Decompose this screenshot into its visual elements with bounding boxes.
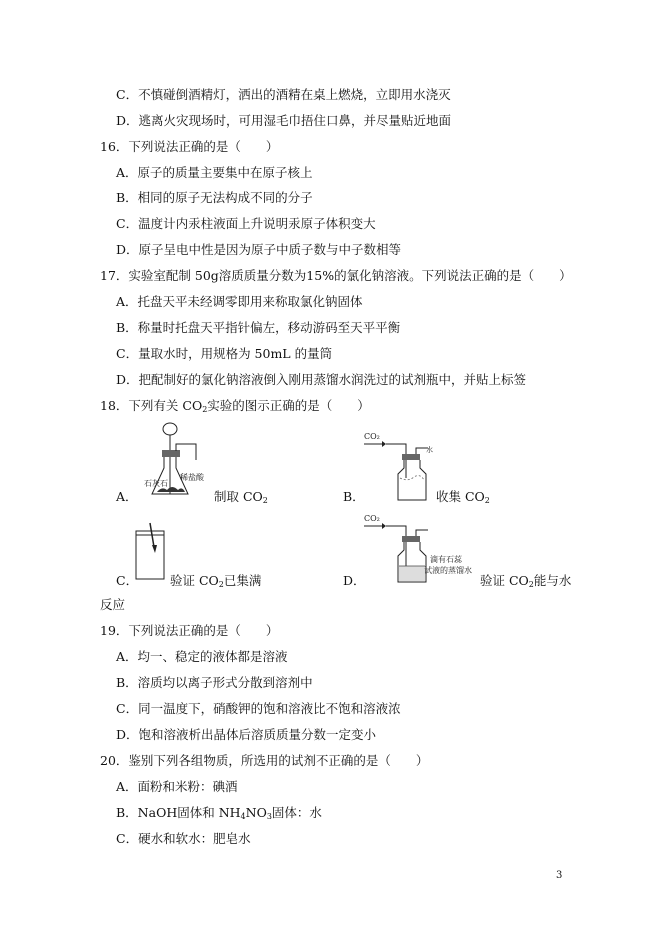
option-c-q16: C．温度计内汞柱液面上升说明汞原子体积变大 bbox=[116, 216, 376, 231]
option-d-q19: D．饱和溶液析出晶体后溶质质量分数一定变小 bbox=[116, 727, 377, 742]
option-a-q20: A．面粉和米粉：碘酒 bbox=[116, 779, 238, 794]
option-a-q16: A．原子的质量主要集中在原子核上 bbox=[116, 165, 313, 180]
option-c-q17: C．量取水时，用规格为 50mL 的量筒 bbox=[116, 346, 333, 361]
option-d-q16: D．原子呈电中性是因为原子中质子数与中子数相等 bbox=[116, 242, 402, 257]
page-number: 3 bbox=[556, 870, 563, 881]
option-d-q18-letter: D． bbox=[343, 573, 366, 588]
question-19-stem: 19．下列说法正确的是（ ） bbox=[100, 623, 279, 638]
option-b-q20: B．NaOH固体和 $NH_4NO_3$固体：水 bbox=[116, 805, 322, 821]
label-dilute-hcl: 稀盐酸 bbox=[180, 473, 204, 482]
gas-bottle-collection-figure bbox=[364, 428, 436, 504]
option-d-q18-text: 验证 $CO_2$能与水 bbox=[480, 573, 572, 589]
question-20-stem: 20．鉴别下列各组物质，所选用的试剂不正确的是（ ） bbox=[100, 753, 429, 768]
option-c-q20: C．硬水和软水：肥皂水 bbox=[116, 831, 251, 846]
label-co2-inlet-b: CO₂ bbox=[364, 432, 380, 441]
option-d-q18-wrap: 反应 bbox=[100, 597, 126, 612]
option-c-q18-letter: C． bbox=[116, 573, 139, 588]
option-a-q17: A．托盘天平未经调零即用来称取氯化钠固体 bbox=[116, 294, 363, 309]
question-17-stem: 17．实验室配制 50g溶质质量分数为15%的氯化钠溶液。下列说法正确的是（ ） bbox=[100, 268, 572, 283]
option-b-q19: B．溶质均以离子形式分散到溶剂中 bbox=[116, 675, 313, 690]
label-co2-inlet-d: CO₂ bbox=[364, 514, 380, 523]
option-d-q17: D．把配制好的氯化钠溶液倒入刚用蒸馏水润洗过的试剂瓶中，并贴上标签 bbox=[116, 372, 527, 387]
option-c-q19: C．同一温度下，硝酸钾的饱和溶液比不饱和溶液浓 bbox=[116, 701, 401, 716]
option-d-q15: D．逃离火灾现场时，可用湿毛巾捂住口鼻，并尽量贴近地面 bbox=[116, 113, 452, 128]
gas-jar-test-figure bbox=[130, 521, 170, 583]
option-b-q18-text: 收集 $CO_2$ bbox=[436, 489, 490, 505]
label-litmus-1: 滴有石蕊 bbox=[430, 555, 462, 564]
litmus-water-bottle-figure bbox=[364, 512, 480, 588]
flask-generator-figure bbox=[142, 420, 214, 502]
label-water-b: 水 bbox=[426, 446, 433, 454]
option-a-q18-text: 制取 $CO_2$ bbox=[214, 489, 268, 505]
option-a-q19: A．均一、稳定的液体都是溶液 bbox=[116, 649, 288, 664]
question-16-stem: 16．下列说法正确的是（ ） bbox=[100, 139, 279, 154]
option-b-q18-letter: B． bbox=[343, 489, 365, 504]
option-a-q18-letter: A． bbox=[116, 489, 138, 504]
question-18-stem: 18．下列有关 $CO_2$实验的图示正确的是（ ） bbox=[100, 398, 370, 414]
option-b-q17: B．称量时托盘天平指针偏左，移动游码至天平平衡 bbox=[116, 320, 401, 335]
option-c-q15: C．不慎碰倒酒精灯，洒出的酒精在桌上燃烧，立即用水浇灭 bbox=[116, 87, 451, 102]
label-litmus-2: 试液的蒸馏水 bbox=[424, 566, 472, 575]
option-b-q16: B．相同的原子无法构成不同的分子 bbox=[116, 190, 313, 205]
option-c-q18-text: 验证 $CO_2$已集满 bbox=[170, 573, 262, 589]
label-limestone: 石灰石 bbox=[144, 479, 168, 488]
